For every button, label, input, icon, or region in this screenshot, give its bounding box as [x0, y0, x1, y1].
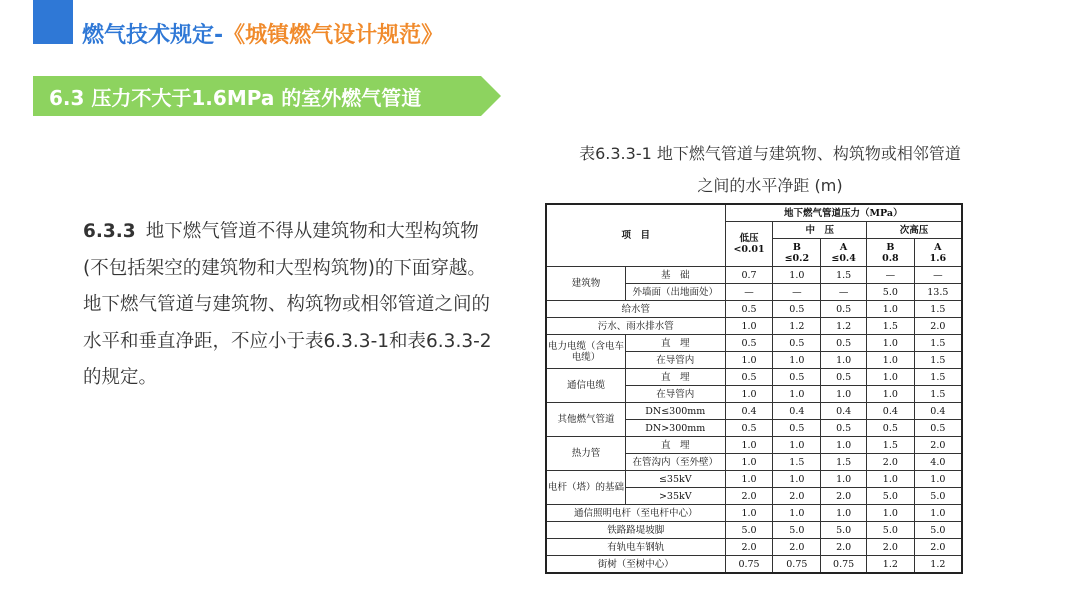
value-cell: 1.0 [725, 471, 773, 488]
value-cell: 0.5 [725, 301, 773, 318]
header-med-b [773, 239, 821, 267]
value-cell: 1.0 [914, 505, 962, 522]
value-cell: 2.0 [773, 539, 821, 556]
value-cell: 2.0 [725, 488, 773, 505]
value-cell: 0.5 [725, 420, 773, 437]
value-cell: 0.5 [867, 420, 915, 437]
row-sublabel: 在管沟内（至外壁） [626, 454, 726, 471]
page-title [82, 18, 443, 49]
value-cell: 2.0 [773, 488, 821, 505]
value-cell: 2.0 [914, 539, 962, 556]
value-cell: 1.5 [914, 301, 962, 318]
value-cell: 0.4 [725, 403, 773, 420]
table-row [546, 335, 962, 352]
header-sh-b-value: 0.8 [882, 252, 899, 264]
value-cell: 5.0 [821, 522, 867, 539]
value-cell: 1.0 [773, 505, 821, 522]
header-med-b-value: ≤0.2 [784, 252, 810, 264]
table-row [546, 267, 962, 284]
value-cell: 0.5 [914, 420, 962, 437]
row-label: 给水管 [546, 301, 725, 318]
value-cell: 1.2 [821, 318, 867, 335]
clause-text [83, 214, 493, 397]
table-row [546, 471, 962, 488]
table-row [546, 522, 962, 539]
header-low-label: 低压 [739, 233, 759, 244]
value-cell: 0.5 [773, 369, 821, 386]
value-cell: 13.5 [914, 284, 962, 301]
value-cell: 1.0 [773, 437, 821, 454]
row-sublabel: 基 础 [626, 267, 726, 284]
group-label-power: 电力电缆（含电车电缆） [546, 335, 626, 369]
value-cell: 1.0 [821, 505, 867, 522]
row-sublabel: 直 埋 [626, 335, 726, 352]
value-cell: 1.5 [821, 267, 867, 284]
clearance-table [545, 203, 963, 574]
value-cell: 1.2 [773, 318, 821, 335]
row-sublabel: 在导管内 [626, 386, 726, 403]
value-cell: 1.5 [867, 437, 915, 454]
table-row [546, 403, 962, 420]
value-cell: 1.0 [867, 352, 915, 369]
section-banner [33, 76, 501, 116]
row-label: 街树（至树中心） [546, 556, 725, 574]
value-cell: 1.0 [821, 471, 867, 488]
value-cell: 5.0 [867, 284, 915, 301]
header-sh-b-label: B [886, 241, 895, 253]
value-cell: 0.5 [821, 369, 867, 386]
value-cell: 1.5 [867, 318, 915, 335]
title-accent-bar [33, 0, 73, 44]
header-med-b-label: B [792, 241, 801, 253]
header-sub-high: 次高压 [867, 222, 962, 239]
value-cell: 1.5 [914, 369, 962, 386]
row-label: 有轨电车钢轨 [546, 539, 725, 556]
value-cell: 2.0 [821, 539, 867, 556]
group-label-pole: 电杆（塔）的基础 [546, 471, 626, 505]
value-cell: — [867, 267, 915, 284]
value-cell: 2.0 [867, 539, 915, 556]
section-title: 6.3 压力不大于1.6MPa 的室外燃气管道 [49, 86, 422, 110]
value-cell: 0.4 [914, 403, 962, 420]
value-cell: 5.0 [867, 522, 915, 539]
value-cell: 0.5 [821, 420, 867, 437]
header-low [725, 222, 773, 267]
title-source: 《城镇燃气设计规范》 [223, 23, 444, 48]
clause-number: 6.3.3 [83, 221, 136, 242]
value-cell: — [725, 284, 773, 301]
table-row [546, 556, 962, 574]
value-cell: 0.5 [773, 301, 821, 318]
value-cell: 4.0 [914, 454, 962, 471]
value-cell: 2.0 [821, 488, 867, 505]
value-cell: 1.0 [725, 454, 773, 471]
clause-text-1: 地下燃气管道不得从建筑物和大型构筑物(不包括架空的建筑物和大型构筑物)的下面穿越。 [83, 221, 486, 279]
value-cell: 0.4 [773, 403, 821, 420]
table-caption-line-1: 表6.3.3-1 地下燃气管道与建筑物、构筑物或相邻管道 [579, 144, 961, 163]
value-cell: 1.0 [821, 437, 867, 454]
group-label-heat: 热力管 [546, 437, 626, 471]
table-row [546, 539, 962, 556]
value-cell: 0.75 [821, 556, 867, 574]
value-cell: 1.5 [821, 454, 867, 471]
value-cell: 1.5 [914, 335, 962, 352]
header-sh-a-value: 1.6 [929, 252, 947, 264]
value-cell: 2.0 [914, 437, 962, 454]
value-cell: 0.75 [725, 556, 773, 574]
value-cell: 1.0 [867, 301, 915, 318]
value-cell: 5.0 [867, 488, 915, 505]
row-sublabel: DN≤300mm [626, 403, 726, 420]
value-cell: 1.2 [914, 556, 962, 574]
table-caption-line-2: 之间的水平净距 (m) [697, 176, 843, 195]
table-row [546, 318, 962, 335]
value-cell: 1.0 [725, 386, 773, 403]
value-cell: 1.0 [773, 386, 821, 403]
header-medium: 中 压 [773, 222, 867, 239]
value-cell: 2.0 [914, 318, 962, 335]
row-label: 通信照明电杆（至电杆中心） [546, 505, 725, 522]
header-med-a [821, 239, 867, 267]
header-med-a-label: A [839, 241, 848, 253]
value-cell: 1.5 [773, 454, 821, 471]
value-cell: 0.5 [773, 420, 821, 437]
header-pressure: 地下燃气管道压力（MPa） [725, 204, 962, 222]
value-cell: 5.0 [914, 488, 962, 505]
value-cell: — [914, 267, 962, 284]
value-cell: 5.0 [773, 522, 821, 539]
header-sh-a-label: A [934, 241, 942, 253]
table-row [546, 437, 962, 454]
row-sublabel: 外墙面（出地面处） [626, 284, 726, 301]
header-low-value: <0.01 [733, 244, 765, 255]
value-cell: — [821, 284, 867, 301]
table-row [546, 505, 962, 522]
value-cell: 1.0 [914, 471, 962, 488]
group-label-gas: 其他燃气管道 [546, 403, 626, 437]
value-cell: 1.0 [773, 352, 821, 369]
title-main: 燃气技术规定- [82, 23, 224, 48]
clause-paragraph-2: 地下燃气管道与建筑物、构筑物或相邻管道之间的水平和垂直净距，不应小于表6.3.3-1和表6.3.3-2的规定。 [83, 294, 492, 388]
value-cell: 1.0 [773, 471, 821, 488]
header-sh-a [914, 239, 962, 267]
row-sublabel: DN>300mm [626, 420, 726, 437]
value-cell: 1.0 [867, 471, 915, 488]
value-cell: 1.0 [725, 505, 773, 522]
value-cell: — [773, 284, 821, 301]
value-cell: 0.7 [725, 267, 773, 284]
value-cell: 0.5 [821, 301, 867, 318]
value-cell: 1.0 [773, 267, 821, 284]
value-cell: 0.75 [773, 556, 821, 574]
value-cell: 1.0 [867, 386, 915, 403]
table-row [546, 301, 962, 318]
row-sublabel: 直 埋 [626, 369, 726, 386]
value-cell: 2.0 [867, 454, 915, 471]
value-cell: 1.2 [867, 556, 915, 574]
header-sh-b [867, 239, 915, 267]
value-cell: 0.5 [773, 335, 821, 352]
value-cell: 5.0 [725, 522, 773, 539]
group-label-comm: 通信电缆 [546, 369, 626, 403]
value-cell: 1.0 [821, 386, 867, 403]
value-cell: 1.0 [725, 318, 773, 335]
header-item: 项 目 [546, 204, 725, 267]
row-sublabel: 在导管内 [626, 352, 726, 369]
value-cell: 5.0 [914, 522, 962, 539]
row-label: 铁路路堤坡脚 [546, 522, 725, 539]
value-cell: 1.0 [867, 369, 915, 386]
value-cell: 0.4 [821, 403, 867, 420]
value-cell: 1.0 [725, 437, 773, 454]
value-cell: 1.5 [914, 386, 962, 403]
row-sublabel: >35kV [626, 488, 726, 505]
row-sublabel: 直 埋 [626, 437, 726, 454]
value-cell: 0.5 [725, 335, 773, 352]
group-label-building: 建筑物 [546, 267, 626, 301]
value-cell: 1.5 [914, 352, 962, 369]
table-row [546, 369, 962, 386]
value-cell: 1.0 [725, 352, 773, 369]
row-label: 污水、雨水排水管 [546, 318, 725, 335]
value-cell: 1.0 [821, 352, 867, 369]
value-cell: 0.5 [725, 369, 773, 386]
value-cell: 1.0 [867, 335, 915, 352]
value-cell: 2.0 [725, 539, 773, 556]
clause-paragraph-1 [83, 214, 493, 287]
header-med-a-value: ≤0.4 [831, 252, 856, 264]
value-cell: 0.4 [867, 403, 915, 420]
value-cell: 0.5 [821, 335, 867, 352]
value-cell: 1.0 [867, 505, 915, 522]
row-sublabel: ≤35kV [626, 471, 726, 488]
